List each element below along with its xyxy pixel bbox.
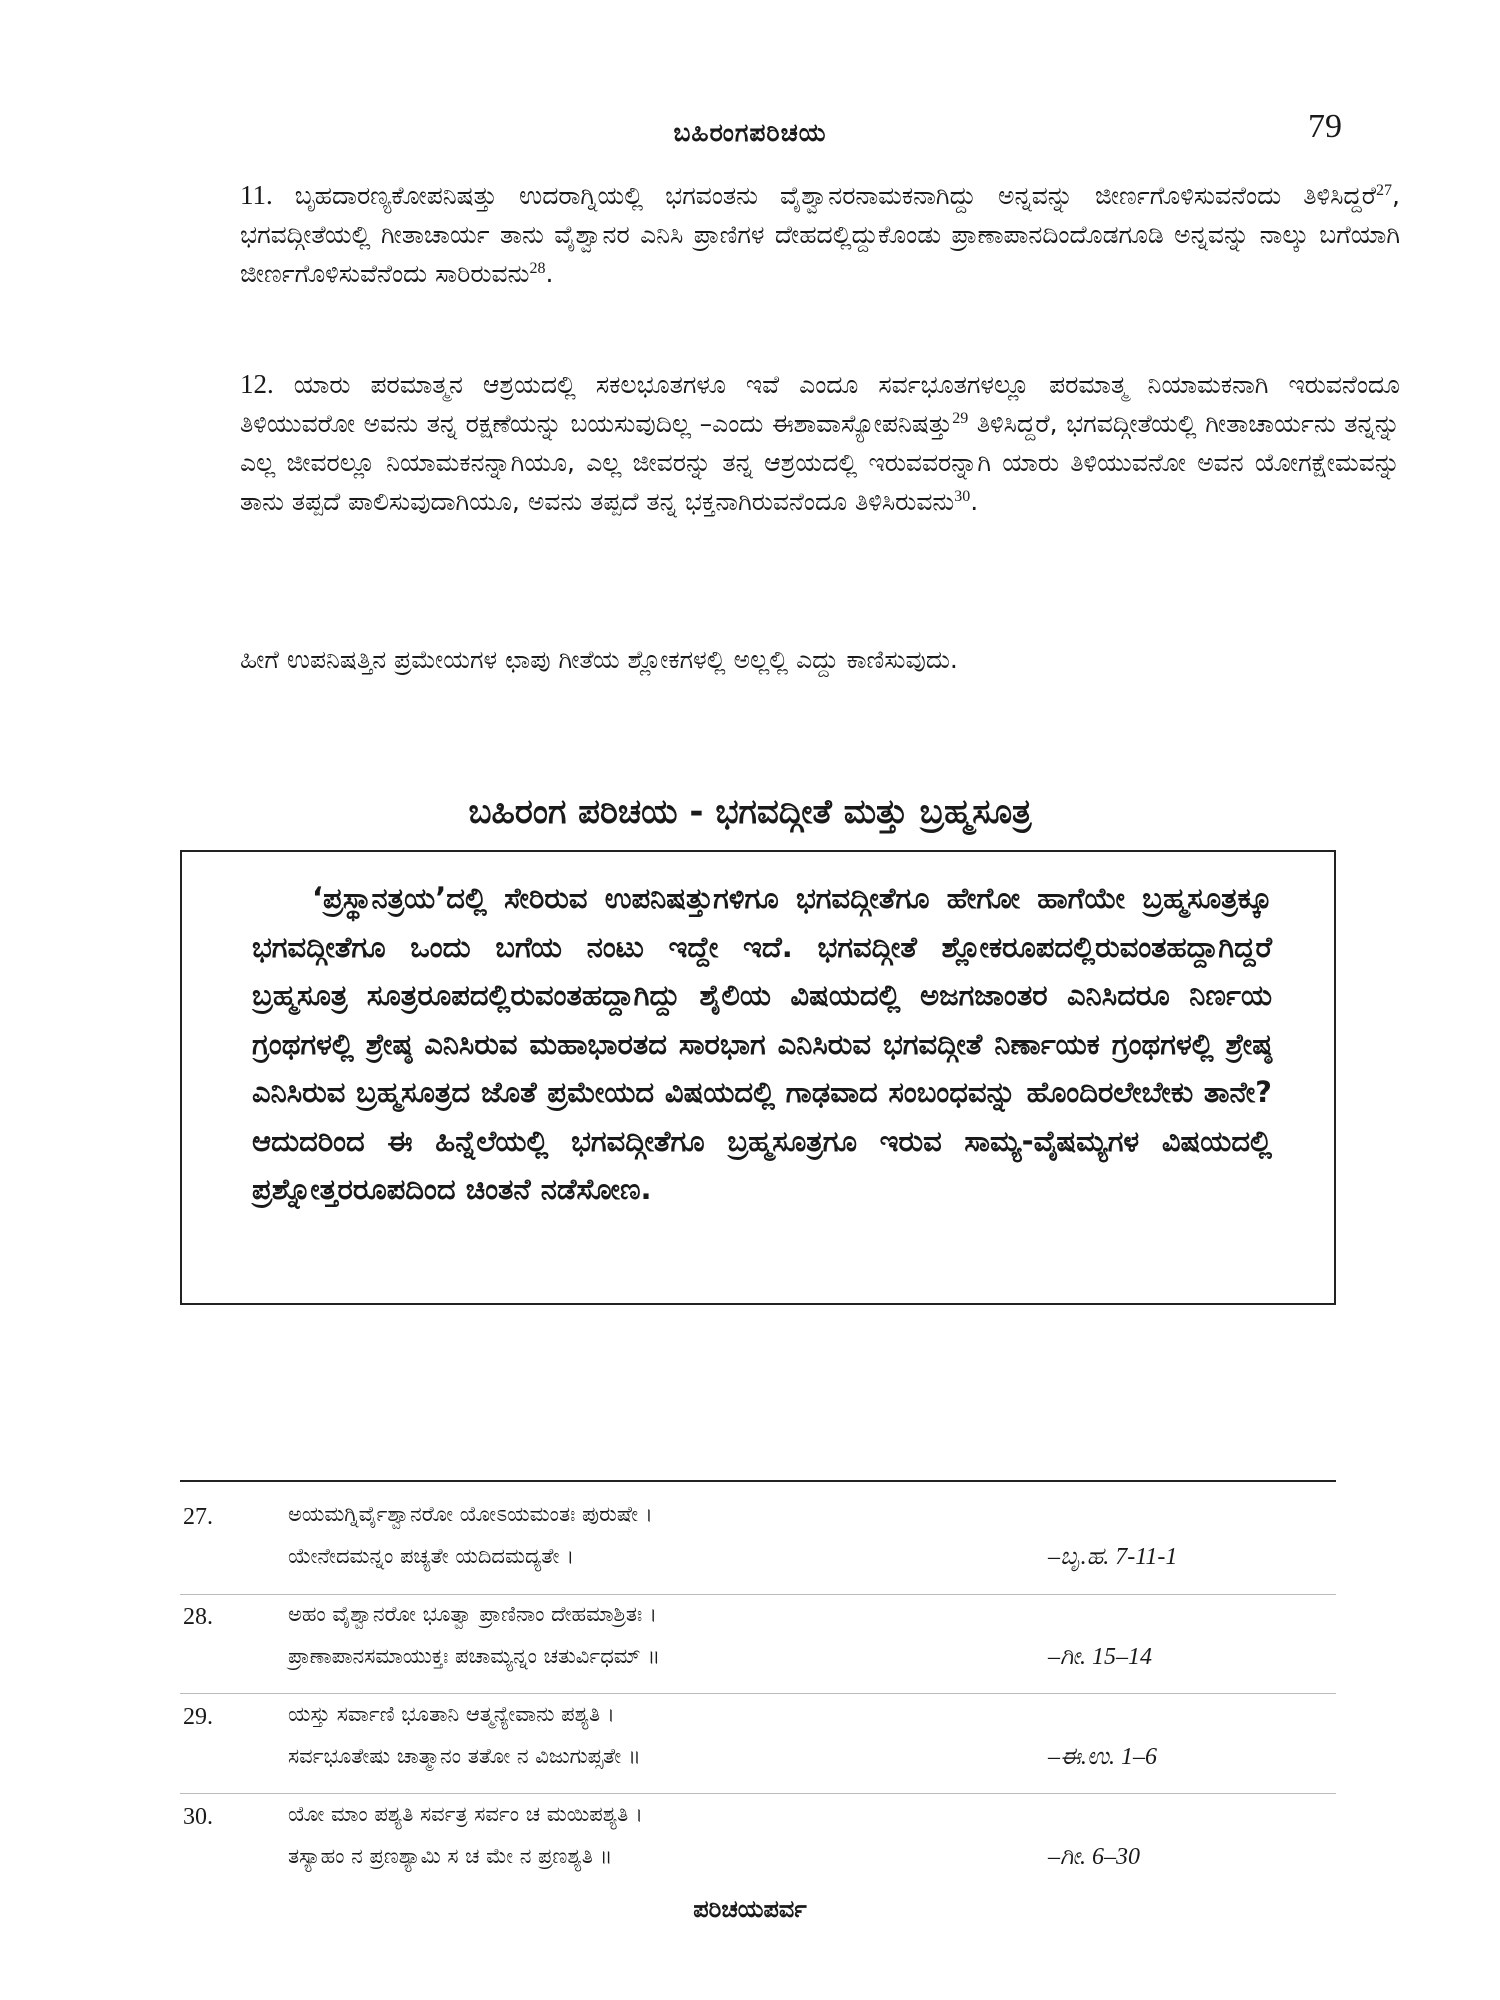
footnote-rule (180, 1480, 1336, 1482)
footnote-verse-line: ಅಯಮಗ್ನಿರ್ವೈಶ್ವಾನರೋ ಯೋಽಯಮಂತಃ ಪುರುಷೇ । (288, 1502, 653, 1526)
footnote-29 (180, 1700, 1336, 1796)
footnote-verse-line: ಯೇನೇದಮನ್ನಂ ಪಚ್ಯತೇ ಯದಿದಮದ್ಯತೇ । (288, 1544, 575, 1568)
footnote-ref: 29 (952, 410, 969, 427)
page-number: 79 (1308, 108, 1342, 145)
paragraph-11 (188, 176, 1400, 293)
paragraph-text: ಯಾರು ಪರಮಾತ್ಮನ ಆಶ್ರಯದಲ್ಲಿ ಸಕಲಭೂತಗಳೂ ಇವೆ ಎಂದೂ ಸರ್ವಭೂತಗಳಲ್ಲೂ ಪರಮಾತ್ಮ ನಿಯಾಮಕನಾಗಿ ಇರುವನೆಂದೂ ತಿಳಿಯುವರೋ ಅವನು ತನ್ನ ರಕ್ಷಣೆಯನ್ನು ಬಯಸುವುದಿಲ್ಲ –ಎಂದು ಈಶಾವಾಸ್ಯೋಪನಿಷತ್ತು (240, 370, 1400, 438)
paragraph-closing (188, 640, 1400, 679)
footnote-verse-line: ಯಸ್ತು ಸರ್ವಾಣಿ ಭೂತಾನಿ ಆತ್ಮನ್ಯೇವಾನು ಪಶ್ಯತಿ । (288, 1702, 615, 1726)
footnote-number: 28. (183, 1604, 213, 1630)
footnote-ref: 28 (529, 260, 546, 277)
section-heading: ಬಹಿರಂಗ ಪರಿಚಯ - ಭಗವದ್ಗೀತೆ ಮತ್ತು ಬ್ರಹ್ಮಸೂತ್ರ (468, 792, 1032, 832)
footnote-verse-line: ಪ್ರಾಣಾಪಾನಸಮಾಯುಕ್ತಃ ಪಚಾಮ್ಯನ್ನಂ ಚತುರ್ವಿಧಮ್ ॥ (288, 1644, 661, 1668)
intro-box-text: ‘ಪ್ರಸ್ಥಾನತ್ರಯ’ದಲ್ಲಿ ಸೇರಿರುವ ಉಪನಿಷತ್ತುಗಳಿಗೂ ಭಗವದ್ಗೀತೆಗೂ ಹೇಗೋ ಹಾಗೆಯೇ ಬ್ರಹ್ಮಸೂತ್ರಕ್ಕೂ ಭಗವದ್ಗೀತೆಗೂ ಒಂದು ಬಗೆಯ ನಂಟು ಇದ್ದೇ ಇದೆ. ಭಗವದ್ಗೀತೆ ಶ್ಲೋಕರೂಪದಲ್ಲಿರುವಂತಹದ್ದಾಗಿದ್ದರೆ ಬ್ರಹ್ಮಸೂತ್ರ ಸೂತ್ರರೂಪದಲ್ಲಿರುವಂತಹದ್ದಾಗಿದ್ದು ಶೈಲಿಯ ವಿಷಯದಲ್ಲಿ ಅಜಗಜಾಂತರ ಎನಿಸಿದರೂ ನಿರ್ಣಯ ಗ್ರಂಥಗಳಲ್ಲಿ ಶ್ರೇಷ್ಠ ಎನಿಸಿರುವ ಮಹಾಭಾರತದ ಸಾರಭಾಗ ಎನಿಸಿರುವ ಭಗವದ್ಗೀತೆ ನಿರ್ಣಾಯಕ ಗ್ರಂಥಗಳಲ್ಲಿ ಶ್ರೇಷ್ಠ ಎನಿಸಿರುವ ಬ್ರಹ್ಮಸೂತ್ರದ ಜೊತೆ ಪ್ರಮೇಯದ ವಿಷಯದಲ್ಲಿ ಗಾಢವಾದ ಸಂಬಂಧವನ್ನು ಹೊಂದಿರಲೇಬೇಕು ತಾನೇ? ಆದುದರಿಂದ ಈ ಹಿನ್ನೆಲೆಯಲ್ಲಿ ಭಗವದ್ಗೀತೆಗೂ ಬ್ರಹ್ಮಸೂತ್ರಗೂ ಇರುವ ಸಾಮ್ಯ-ವೈಷಮ್ಯಗಳ ವಿಷಯದಲ್ಲಿ ಪ್ರಶ್ನೋತ್ತರರೂಪದಿಂದ ಚಿಂತನೆ ನಡೆಸೋಣ. (252, 881, 1272, 1206)
footnote-30 (180, 1800, 1336, 1896)
running-foot: ಪರಿಚಯಪರ್ವ (693, 1895, 807, 1923)
paragraph-text: ಬೃಹದಾರಣ್ಯಕೋಪನಿಷತ್ತು ಉದರಾಗ್ನಿಯಲ್ಲಿ ಭಗವಂತನು ವೈಶ್ವಾನರನಾಮಕನಾಗಿದ್ದು ಅನ್ನವನ್ನು ಜೀರ್ಣಗೊಳಿಸುವನೆಂದು ತಿಳಿಸಿದ್ದರೆ (272, 181, 1377, 210)
footnote-source: –ಗೀ. 6–30 (1048, 1844, 1141, 1870)
running-head: ಬಹಿರಂಗಪರಿಚಯ (673, 118, 827, 147)
footnote-number: 27. (183, 1504, 213, 1530)
footnote-verse-line: ತಸ್ಯಾಹಂ ನ ಪ್ರಣಶ್ಯಾಮಿ ಸ ಚ ಮೇ ನ ಪ್ರಣಶ್ಯತಿ ॥ (288, 1844, 613, 1868)
paragraph-text: ತಿಳಿಸಿದ್ದರೆ, ಭಗವದ್ಗೀತೆಯಲ್ಲಿ ಗೀತಾಚಾರ್ಯನು ತನ್ನನ್ನು ಎಲ್ಲ ಜೀವರಲ್ಲೂ ನಿಯಾಮಕನನ್ನಾಗಿಯೂ, ಎಲ್ಲ ಜೀವರನ್ನು ತನ್ನ ಆಶ್ರಯದಲ್ಲಿ ಇರುವವರನ್ನಾಗಿ ಯಾರು ತಿಳಿಯುವನೋ ಅವನ ಯೋಗಕ್ಷೇಮವನ್ನು ತಾನು ತಪ್ಪದೆ ಪಾಲಿಸುವುದಾಗಿಯೂ, ಅವನು ತಪ್ಪದೆ ತನ್ನ ಭಕ್ತನಾಗಿರುವನೆಂದೂ ತಿಳಿಸಿರುವನು (240, 409, 1400, 516)
footnote-verse-line: ಯೋ ಮಾಂ ಪಶ್ಯತಿ ಸರ್ವತ್ರ ಸರ್ವಂ ಚ ಮಯಿಪಶ್ಯತಿ । (288, 1802, 643, 1826)
footnote-source: –ಗೀ. 15–14 (1048, 1644, 1153, 1670)
footnote-ref: 27 (1376, 182, 1393, 199)
paragraph-number: 12. (240, 369, 274, 399)
footnote-source: –ಈ.ಉ. 1–6 (1048, 1744, 1158, 1770)
footnote-divider (180, 1594, 1336, 1595)
intro-box (180, 850, 1336, 1305)
footnote-source: –ಬೃ.ಹ. 7-11-1 (1048, 1544, 1178, 1570)
paragraph-text: ಹೀಗೆ ಉಪನಿಷತ್ತಿನ ಪ್ರಮೇಯಗಳ ಛಾಪು ಗೀತೆಯ ಶ್ಲೋಕಗಳಲ್ಲಿ ಅಲ್ಲಲ್ಲಿ ಎದ್ದು ಕಾಣಿಸುವುದು. (240, 645, 958, 674)
paragraph-text: . (545, 259, 554, 288)
paragraph-text: , ಭಗವದ್ಗೀತೆಯಲ್ಲಿ ಗೀತಾಚಾರ್ಯ ತಾನು ವೈಶ್ವಾನರ ಎನಿಸಿ ಪ್ರಾಣಿಗಳ ದೇಹದಲ್ಲಿದ್ದುಕೊಂಡು ಪ್ರಾಣಾಪಾನದಿಂದೊಡಗೂಡಿ ಅನ್ನವನ್ನು ನಾಲ್ಕು ಬಗೆಯಾಗಿ ಜೀರ್ಣಗೊಳಿಸುವೆನೆಂದು ಸಾರಿರುವನು (240, 181, 1400, 288)
footnote-ref: 30 (954, 488, 971, 505)
footnote-number: 29. (183, 1704, 213, 1730)
footnote-27 (180, 1500, 1336, 1596)
paragraph-12 (188, 365, 1400, 521)
footnote-28 (180, 1600, 1336, 1696)
footnote-divider (180, 1693, 1336, 1694)
paragraph-text: . (970, 487, 979, 516)
footnote-verse-line: ಅಹಂ ವೈಶ್ವಾನರೋ ಭೂತ್ವಾ ಪ್ರಾಣಿನಾಂ ದೇಹಮಾಶ್ರಿತಃ । (288, 1602, 657, 1626)
footnote-verse-line: ಸರ್ವಭೂತೇಷು ಚಾತ್ಮಾನಂ ತತೋ ನ ವಿಜುಗುಪ್ಸತೇ ॥ (288, 1744, 641, 1768)
footnote-number: 30. (183, 1804, 213, 1830)
footnote-divider (180, 1793, 1336, 1794)
paragraph-number: 11. (240, 180, 273, 210)
